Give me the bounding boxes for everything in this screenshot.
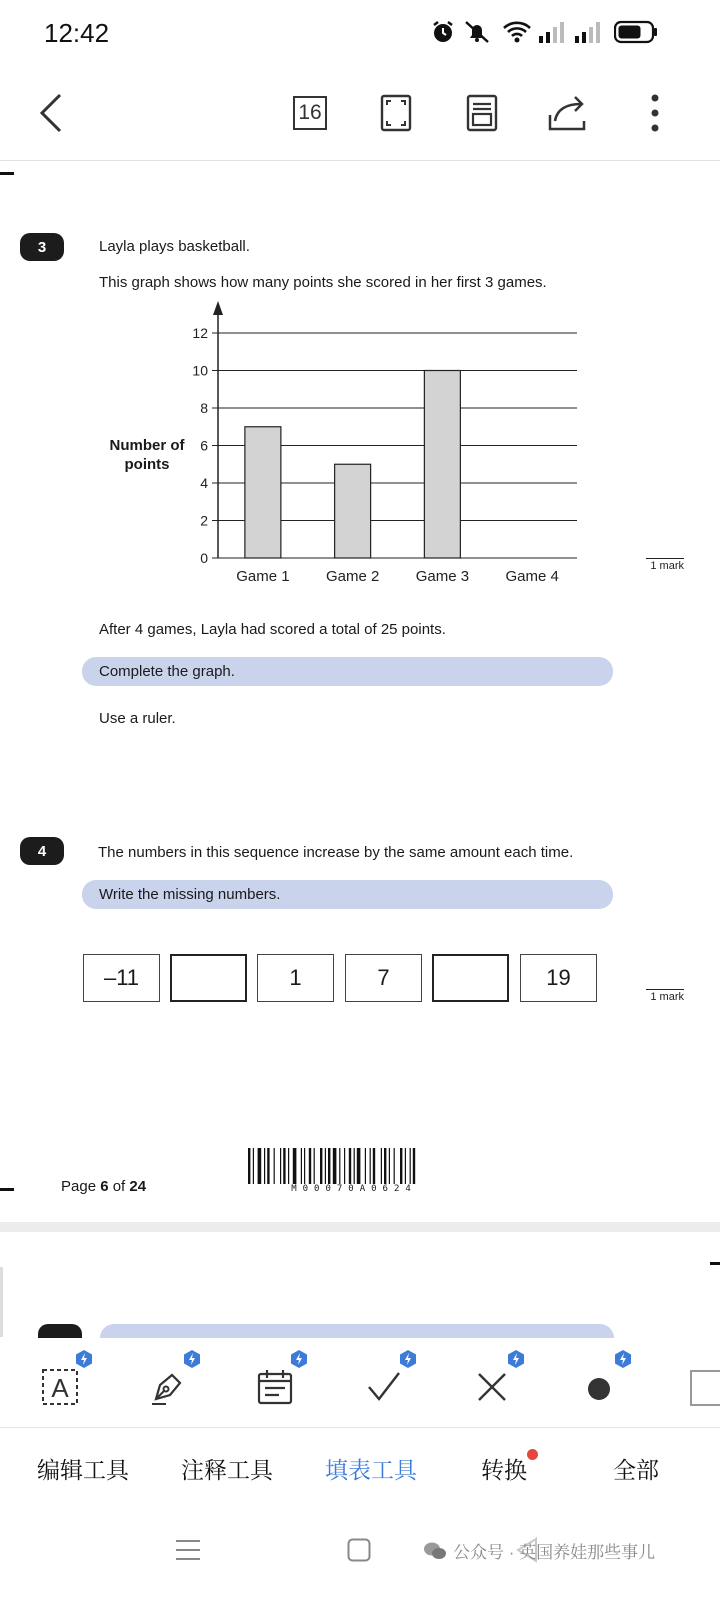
- dot-tool[interactable]: [567, 1355, 631, 1419]
- y-tick-label: 10: [192, 362, 208, 379]
- tab-convert[interactable]: 转换: [481, 1457, 527, 1483]
- more-button[interactable]: [628, 86, 682, 140]
- barcode-bar: [253, 1148, 254, 1184]
- y-axis-arrow-icon: [213, 301, 223, 315]
- home-button[interactable]: [341, 1530, 377, 1570]
- barcode-bar: [304, 1148, 305, 1184]
- checkmark-icon: [364, 1367, 404, 1407]
- fullscreen-button[interactable]: [369, 86, 423, 140]
- instruction-banner: Write the missing numbers.: [82, 880, 613, 909]
- page-corner-mark: [0, 172, 14, 175]
- tab-annotation-tools[interactable]: 注释工具: [181, 1457, 273, 1483]
- barcode-bar: [344, 1148, 345, 1184]
- barcode-bar: [314, 1148, 315, 1184]
- barcode-bar: [384, 1148, 386, 1184]
- back-button[interactable]: [24, 86, 78, 140]
- y-tick-label: 0: [200, 550, 208, 566]
- y-axis-label: Number of points: [109, 437, 185, 473]
- share-arrow-icon: [547, 93, 589, 133]
- menu-lines-icon: [175, 1538, 201, 1562]
- barcode-text: M00070A0624: [291, 1184, 417, 1194]
- sequence-box: 7: [345, 954, 422, 1002]
- y-tick-label: 2: [200, 512, 208, 529]
- more-tools-edge[interactable]: [690, 1370, 720, 1406]
- barcode-bar: [349, 1148, 351, 1184]
- cross-tool[interactable]: [460, 1355, 524, 1419]
- alarm-icon: [430, 18, 456, 46]
- tabs-divider: [0, 1427, 720, 1428]
- instruction-banner: Complete the graph.: [82, 657, 613, 686]
- next-question-badge: [38, 1324, 82, 1338]
- signature-pen-icon: [148, 1367, 188, 1407]
- barcode-bar: [400, 1148, 402, 1184]
- text-box-icon: [40, 1367, 80, 1407]
- sequence-answer-box[interactable]: [170, 954, 247, 1002]
- page-jump-button[interactable]: [283, 86, 337, 140]
- barcode-bar: [413, 1148, 415, 1184]
- bolt-badge-icon: [398, 1349, 418, 1369]
- barcode-bar: [264, 1148, 265, 1184]
- fullscreen-icon: [380, 94, 412, 132]
- y-tick-label: 8: [200, 400, 208, 416]
- barcode-bar: [258, 1148, 262, 1184]
- x-tick-label: Game 1: [236, 568, 290, 585]
- next-instruction-banner: [100, 1324, 614, 1338]
- recent-apps-button[interactable]: [170, 1530, 206, 1570]
- signal-icon-1: [538, 18, 568, 46]
- status-time: 12:42: [44, 18, 110, 48]
- sequence-box: 19: [520, 954, 597, 1002]
- x-tick-label: Game 4: [505, 568, 559, 585]
- barcode-bar: [325, 1148, 326, 1184]
- bar: [245, 427, 281, 558]
- sequence-box: 1: [257, 954, 334, 1002]
- barcode-bar: [339, 1148, 340, 1184]
- barcode-bar: [373, 1148, 375, 1184]
- y-tick-label: 4: [200, 475, 208, 491]
- signal-icon-2: [574, 18, 604, 46]
- barcode-bar: [283, 1148, 285, 1184]
- question-number-badge: 4: [20, 837, 64, 865]
- document-layout-icon: [466, 94, 498, 132]
- bolt-badge-icon: [289, 1349, 309, 1369]
- barcode-bar: [293, 1148, 297, 1184]
- barcode-bar: [370, 1148, 371, 1184]
- barcode-bar: [354, 1148, 355, 1184]
- page-indicator: Page 6 of 24: [61, 1178, 147, 1195]
- date-calendar-icon: [255, 1367, 295, 1407]
- signature-tool[interactable]: [136, 1355, 200, 1419]
- question-number-badge: 3: [20, 233, 64, 261]
- barcode-bar: [333, 1148, 337, 1184]
- mark-label: 1 mark: [646, 558, 684, 572]
- bolt-badge-icon: [74, 1349, 94, 1369]
- y-tick-label: 12: [192, 325, 208, 341]
- battery-icon: [614, 18, 658, 46]
- next-page-edge: [0, 1267, 3, 1337]
- bolt-badge-icon: [506, 1349, 526, 1369]
- page-gap: [0, 1222, 720, 1232]
- barcode-bar: [405, 1148, 406, 1184]
- cross-icon: [472, 1367, 512, 1407]
- wifi-icon: [502, 18, 532, 46]
- barcode-bar: [410, 1148, 411, 1184]
- question-text: After 4 games, Layla had scored a total of 25 points.: [99, 621, 446, 638]
- date-tool[interactable]: [243, 1355, 307, 1419]
- barcode-bar: [309, 1148, 311, 1184]
- chevron-left-icon: [36, 93, 66, 133]
- tab-all[interactable]: 全部: [613, 1457, 659, 1483]
- reading-mode-button[interactable]: [455, 86, 509, 140]
- mute-bell-icon: [462, 18, 492, 46]
- barcode-bar: [267, 1148, 269, 1184]
- y-tick-label: 6: [200, 437, 208, 454]
- page-number-label: 16: [293, 96, 327, 130]
- share-button[interactable]: [541, 86, 595, 140]
- barcode-bar: [357, 1148, 361, 1184]
- bar: [424, 371, 460, 559]
- barcode-bar: [280, 1148, 281, 1184]
- bolt-badge-icon: [182, 1349, 202, 1369]
- barcode-bar: [301, 1148, 302, 1184]
- question-text: This graph shows how many points she scored in her first 3 games.: [99, 274, 547, 291]
- svg-text:A: A: [51, 1373, 69, 1403]
- watermark: 公众号 · 英国养娃那些事儿: [423, 1538, 655, 1563]
- more-vertical-icon: [650, 93, 660, 133]
- dot-icon: [579, 1367, 619, 1407]
- tab-edit-tools[interactable]: 编辑工具: [37, 1457, 129, 1483]
- text-box-tool[interactable]: [28, 1355, 92, 1419]
- question-text: Use a ruler.: [99, 710, 176, 727]
- check-tool[interactable]: [352, 1355, 416, 1419]
- page-corner-mark: [710, 1262, 720, 1265]
- question-text: Layla plays basketball.: [99, 238, 250, 255]
- barcode-bar: [320, 1148, 322, 1184]
- x-tick-label: Game 2: [325, 568, 380, 585]
- barcode-bar: [365, 1148, 366, 1184]
- barcode-bar: [394, 1148, 395, 1184]
- barcode-bar: [274, 1148, 275, 1184]
- bolt-badge-icon: [613, 1349, 633, 1369]
- page-corner-mark: [0, 1188, 14, 1191]
- barcode-bar: [248, 1148, 250, 1184]
- wechat-icon: [423, 1541, 447, 1561]
- square-icon: [347, 1538, 371, 1562]
- tab-fill-tools[interactable]: 填表工具: [325, 1457, 417, 1483]
- mark-label: 1 mark: [646, 989, 684, 1003]
- notification-dot: [527, 1449, 538, 1460]
- toolbar-divider: [0, 160, 720, 161]
- barcode-bar: [328, 1148, 330, 1184]
- barcode-bar: [389, 1148, 390, 1184]
- question-text: The numbers in this sequence increase by the same amount each time.: [98, 844, 574, 861]
- sequence-box: –11: [83, 954, 160, 1002]
- bar: [335, 464, 371, 558]
- x-tick-label: Game 3: [415, 568, 470, 585]
- sequence-answer-box[interactable]: [432, 954, 509, 1002]
- barcode-bar: [288, 1148, 289, 1184]
- barcode: [248, 1148, 460, 1184]
- barcode-bar: [381, 1148, 382, 1184]
